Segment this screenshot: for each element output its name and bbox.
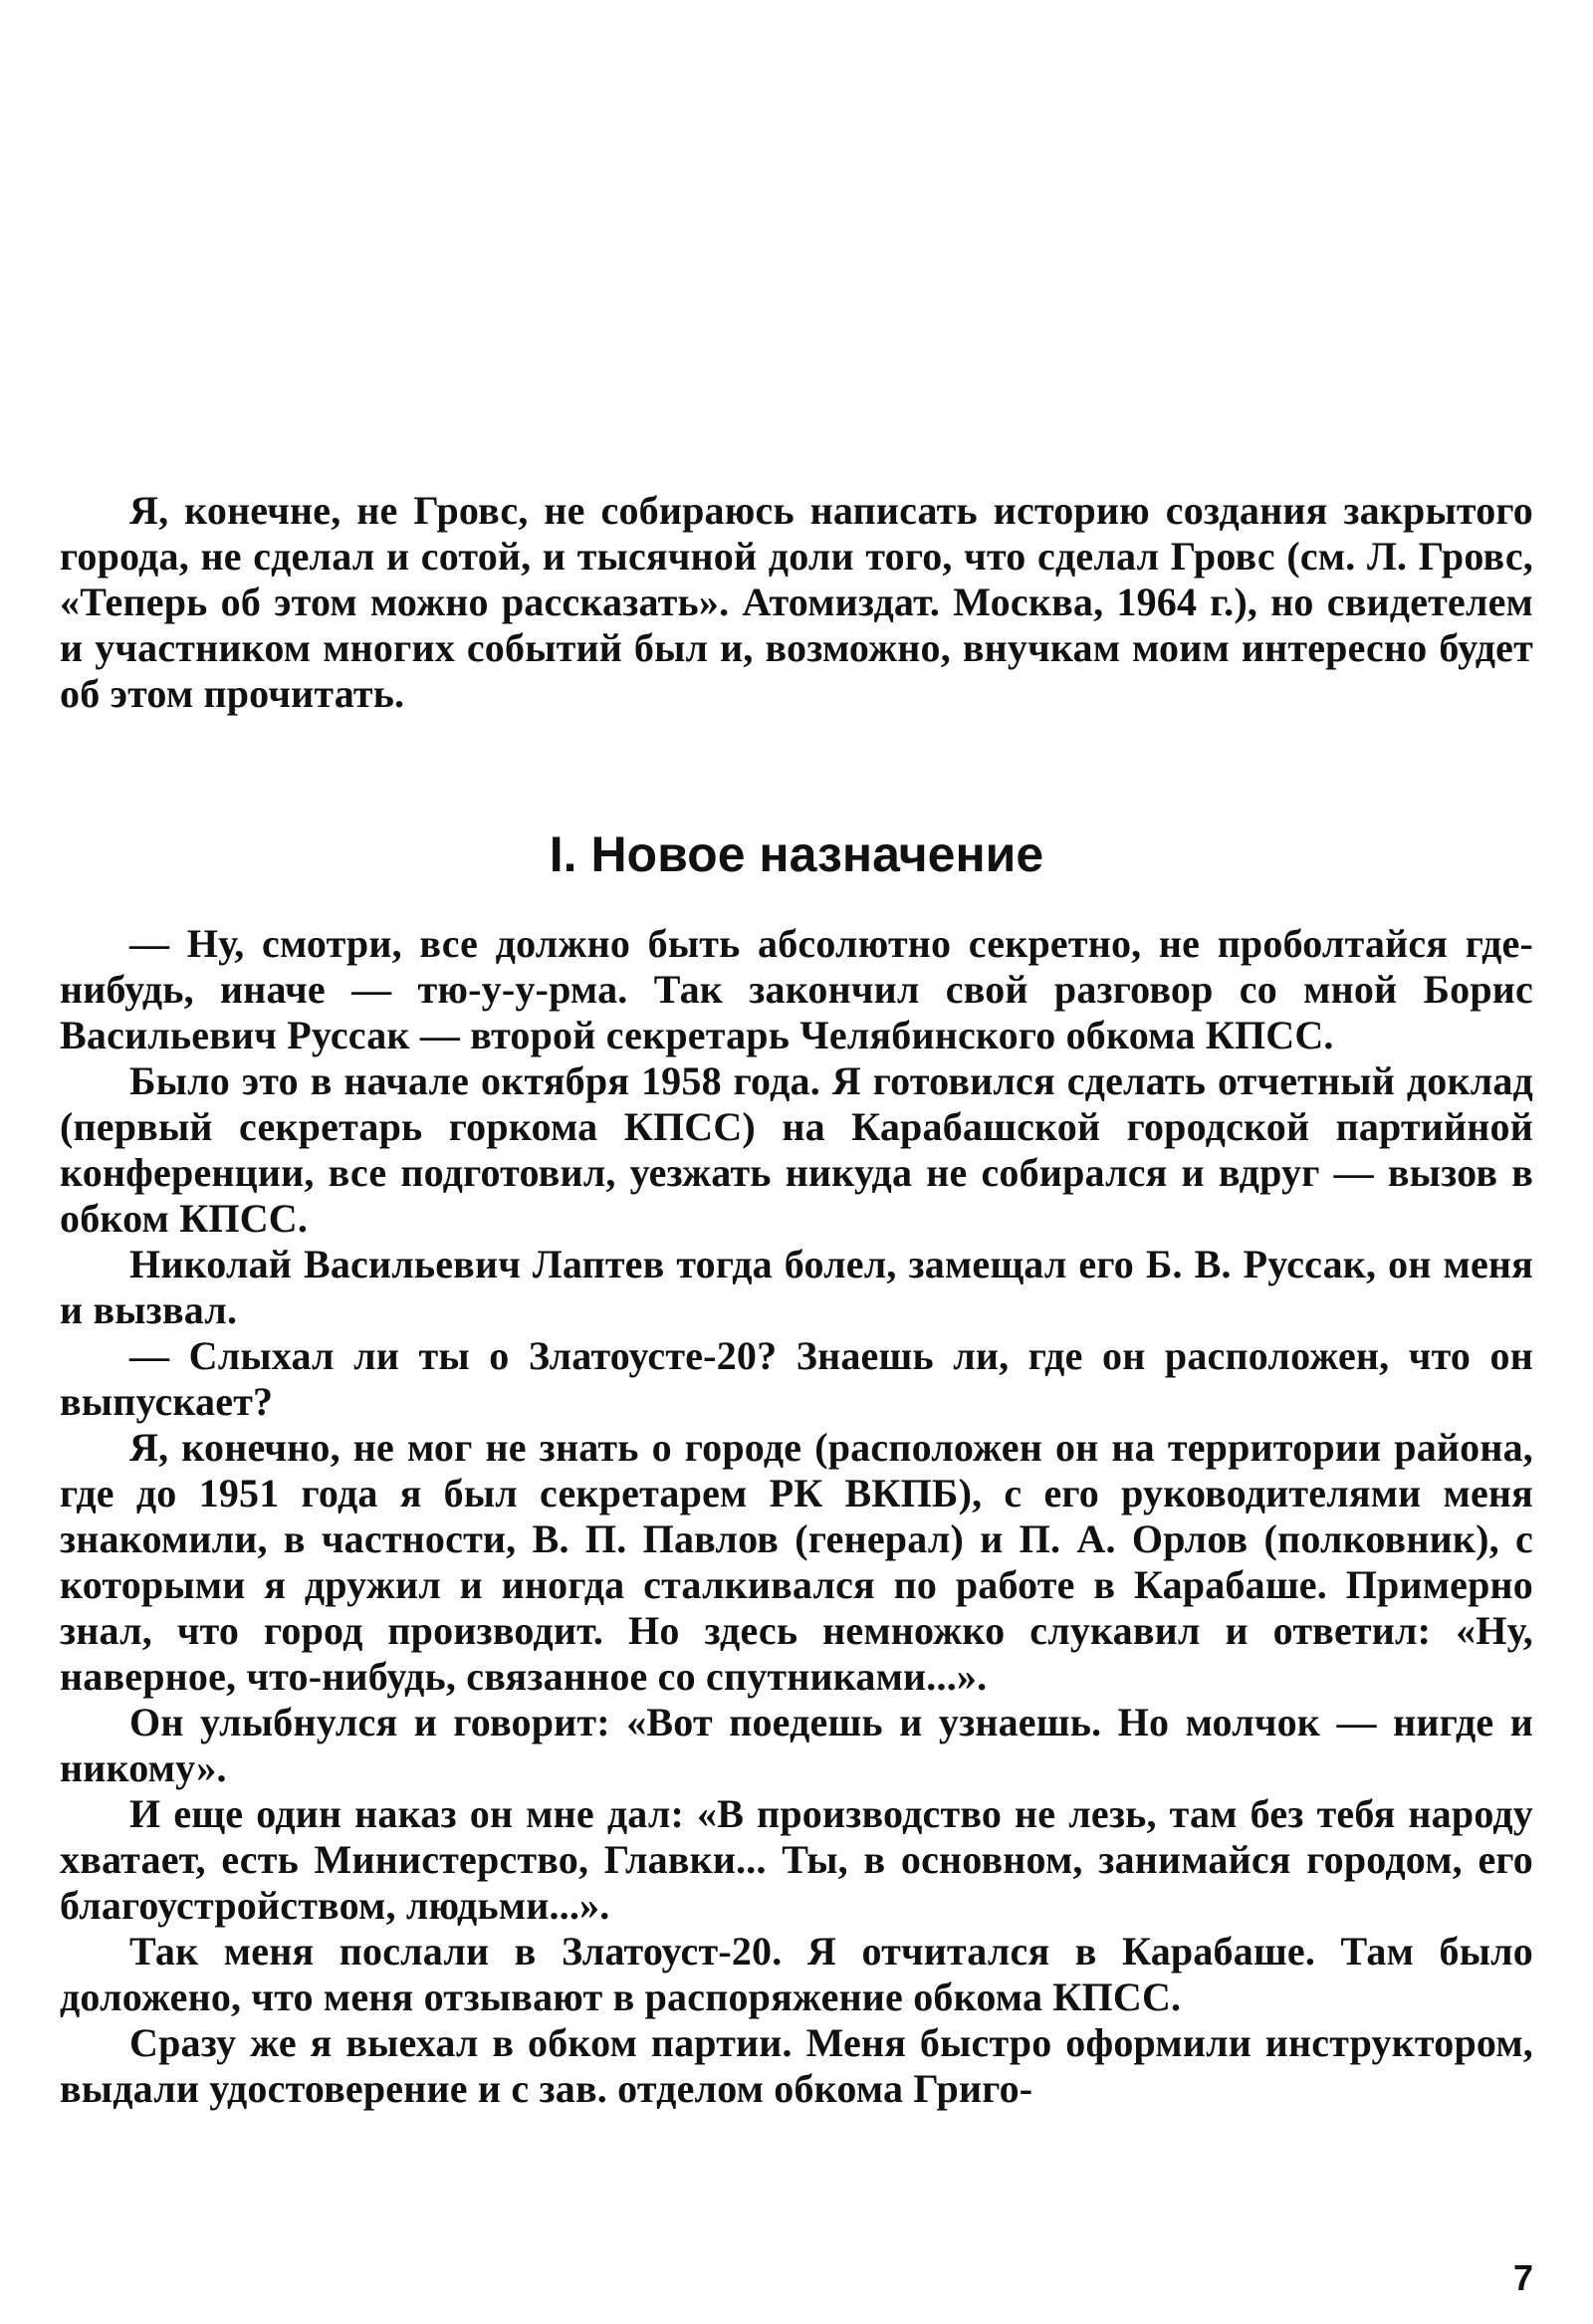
body-paragraph: И еще один наказ он мне дал: «В производство не лезь, там без тебя народу хватает, есть Министерство, Главки... Ты, в основном, занимайся городом, его благоустройством, людьми...». — [60, 1791, 1533, 1928]
body-paragraph: Было это в начале октября 1958 года. Я готовился сделать отчетный доклад (первый секретарь горкома КПСС) на Карабашской городской партийной конференции, все подготовил, уезжать никуда не собирался и вдруг — вызов в обком КПСС. — [60, 1058, 1533, 1241]
body-paragraph: Сразу же я выехал в обком партии. Меня быстро оформили инструктором, выдали удостоверение и с зав. отделом обкома Григо- — [60, 2020, 1533, 2111]
chapter-title: I. Новое назначение — [549, 826, 1044, 882]
intro-paragraph: Я, конечне, не Гровс, не собираюсь написать историю создания закрытого города, не сделал и сотой, и тысячной доли того, что сделал Гровс (см. Л. Гровс, «Теперь об этом можно рассказать». Атомиздат. Москва, 1964 г.), но свидетелем и участником многих событий был и, возможно, внучкам моим интересно будет об этом прочитать. — [60, 488, 1533, 716]
body-paragraph: Так меня послали в Златоуст-20. Я отчитался в Карабаше. Там было доложено, что меня отзывают в распоряжение обкома КПСС. — [60, 1929, 1533, 2019]
body-paragraph: Он улыбнулся и говорит: «Вот поедешь и узнаешь. Но молчок — нигде и никому». — [60, 1700, 1533, 1790]
intro-section — [60, 488, 1533, 717]
page-number: 7 — [1512, 2257, 1533, 2298]
body-paragraph: Я, конечно, не мог не знать о городе (расположен он на территории района, где до 1951 года я был секретарем РК ВКПБ), с его руководителями меня знакомили, в частности, В. П. Павлов (генерал) и П. А. Орлов (полковник), с которыми я дружил и иногда сталкивался по работе в Карабаше. Примерно знал, что город производит. Но здесь немножко слукавил и ответил: «Ну, наверное, что-нибудь, связанное со спутниками...». — [60, 1425, 1533, 1699]
body-paragraph: Николай Васильевич Лаптев тогда болел, замещал его Б. В. Руссак, он меня и вызвал. — [60, 1242, 1533, 1332]
body-paragraph: — Ну, смотри, все должно быть абсолютно секретно, не проболтайся где-нибудь, иначе — тю-у-у-рма. Так закончил свой разговор со мной Борис Васильевич Руссак — второй секретарь Челябинского обкома КПСС. — [60, 921, 1533, 1057]
chapter-body — [60, 921, 1533, 2112]
body-paragraph: — Слыхал ли ты о Златоусте-20? Знаешь ли, где он расположен, что он выпускает? — [60, 1333, 1533, 1424]
